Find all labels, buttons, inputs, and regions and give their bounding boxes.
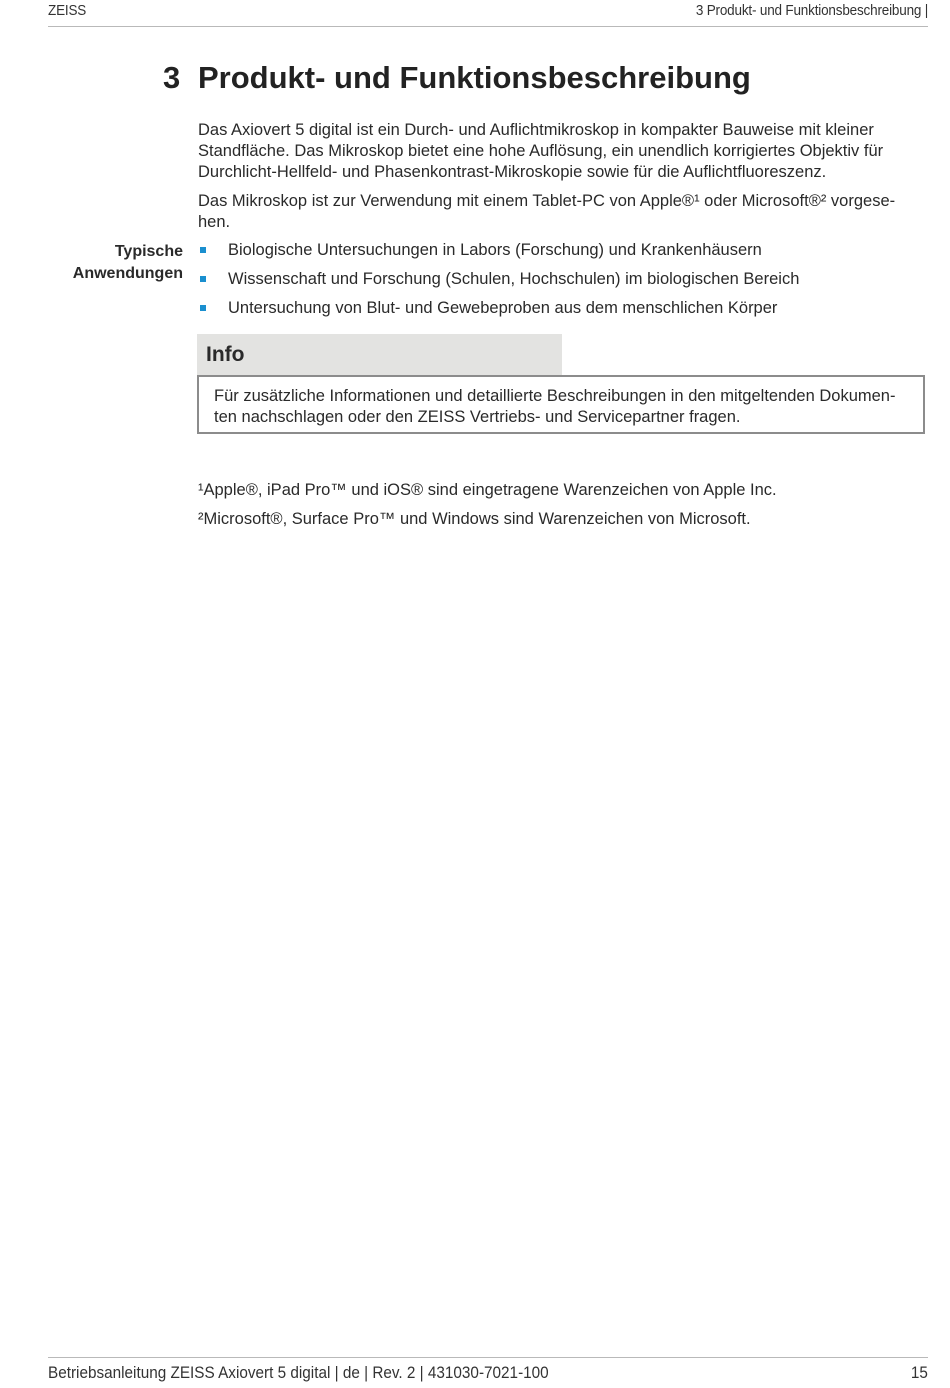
footer-document-info: Betriebsanleitung ZEISS Axiovert 5 digital | de | Rev. 2 | 431030-7021-100 (48, 1363, 549, 1382)
applications-list (198, 240, 924, 327)
applications-label-line2: Anwendungen (72, 265, 183, 282)
info-title: Info (206, 343, 245, 366)
list-item-text: Wissenschaft und Forschung (Schulen, Hochschulen) im biologischen Bereich (228, 270, 800, 288)
header-brand: ZEISS (48, 2, 87, 19)
bullet-square-icon (200, 276, 206, 282)
list-item (198, 240, 924, 269)
tablet-paragraph: Das Mikroskop ist zur Verwendung mit einem Tablet-PC von Apple®¹ oder Microsoft®² vorgese-hen. (198, 192, 896, 231)
page-number: 15 (910, 1363, 928, 1382)
intro-paragraph: Das Axiovert 5 digital ist ein Durch- und Auflichtmikroskop in kompakter Bauweise mit kleiner Standfläche. Das Mikroskop bietet eine hohe Auflösung, ein unendlich korrigiertes Objektiv für Durchlicht-Hellfeld- und Phasenkontrast-Mikroskopie sowie für die Auflichtfluoreszenz. (198, 121, 884, 181)
chapter-heading (163, 60, 751, 96)
list-item-text: Untersuchung von Blut- und Gewebeproben aus dem menschlichen Körper (228, 299, 778, 317)
applications-label-line1: Typische (114, 243, 183, 260)
footnote-microsoft: ²Microsoft®, Surface Pro™ und Windows sind Warenzeichen von Microsoft. (198, 510, 751, 528)
list-item (198, 298, 924, 327)
info-text: Für zusätzliche Informationen und detaillierte Beschreibungen in den mitgeltenden Dokumen-ten nachschlagen oder den ZEISS Vertriebs- und Servicepartner fragen. (214, 387, 896, 426)
info-header (197, 334, 562, 377)
page-header (48, 0, 928, 27)
chapter-number: 3 (163, 60, 181, 95)
info-box (197, 375, 925, 434)
list-item (198, 269, 924, 298)
applications-label (73, 241, 183, 285)
footnote-apple: ¹Apple®, iPad Pro™ und iOS® sind eingetragene Warenzeichen von Apple Inc. (198, 481, 777, 499)
list-item-text: Biologische Untersuchungen in Labors (Forschung) und Krankenhäusern (228, 241, 762, 259)
header-section: 3 Produkt- und Funktionsbeschreibung | (695, 2, 928, 19)
bullet-square-icon (200, 305, 206, 311)
chapter-title: Produkt- und Funktionsbeschreibung (198, 60, 751, 95)
bullet-square-icon (200, 247, 206, 253)
page-footer (48, 1357, 928, 1388)
